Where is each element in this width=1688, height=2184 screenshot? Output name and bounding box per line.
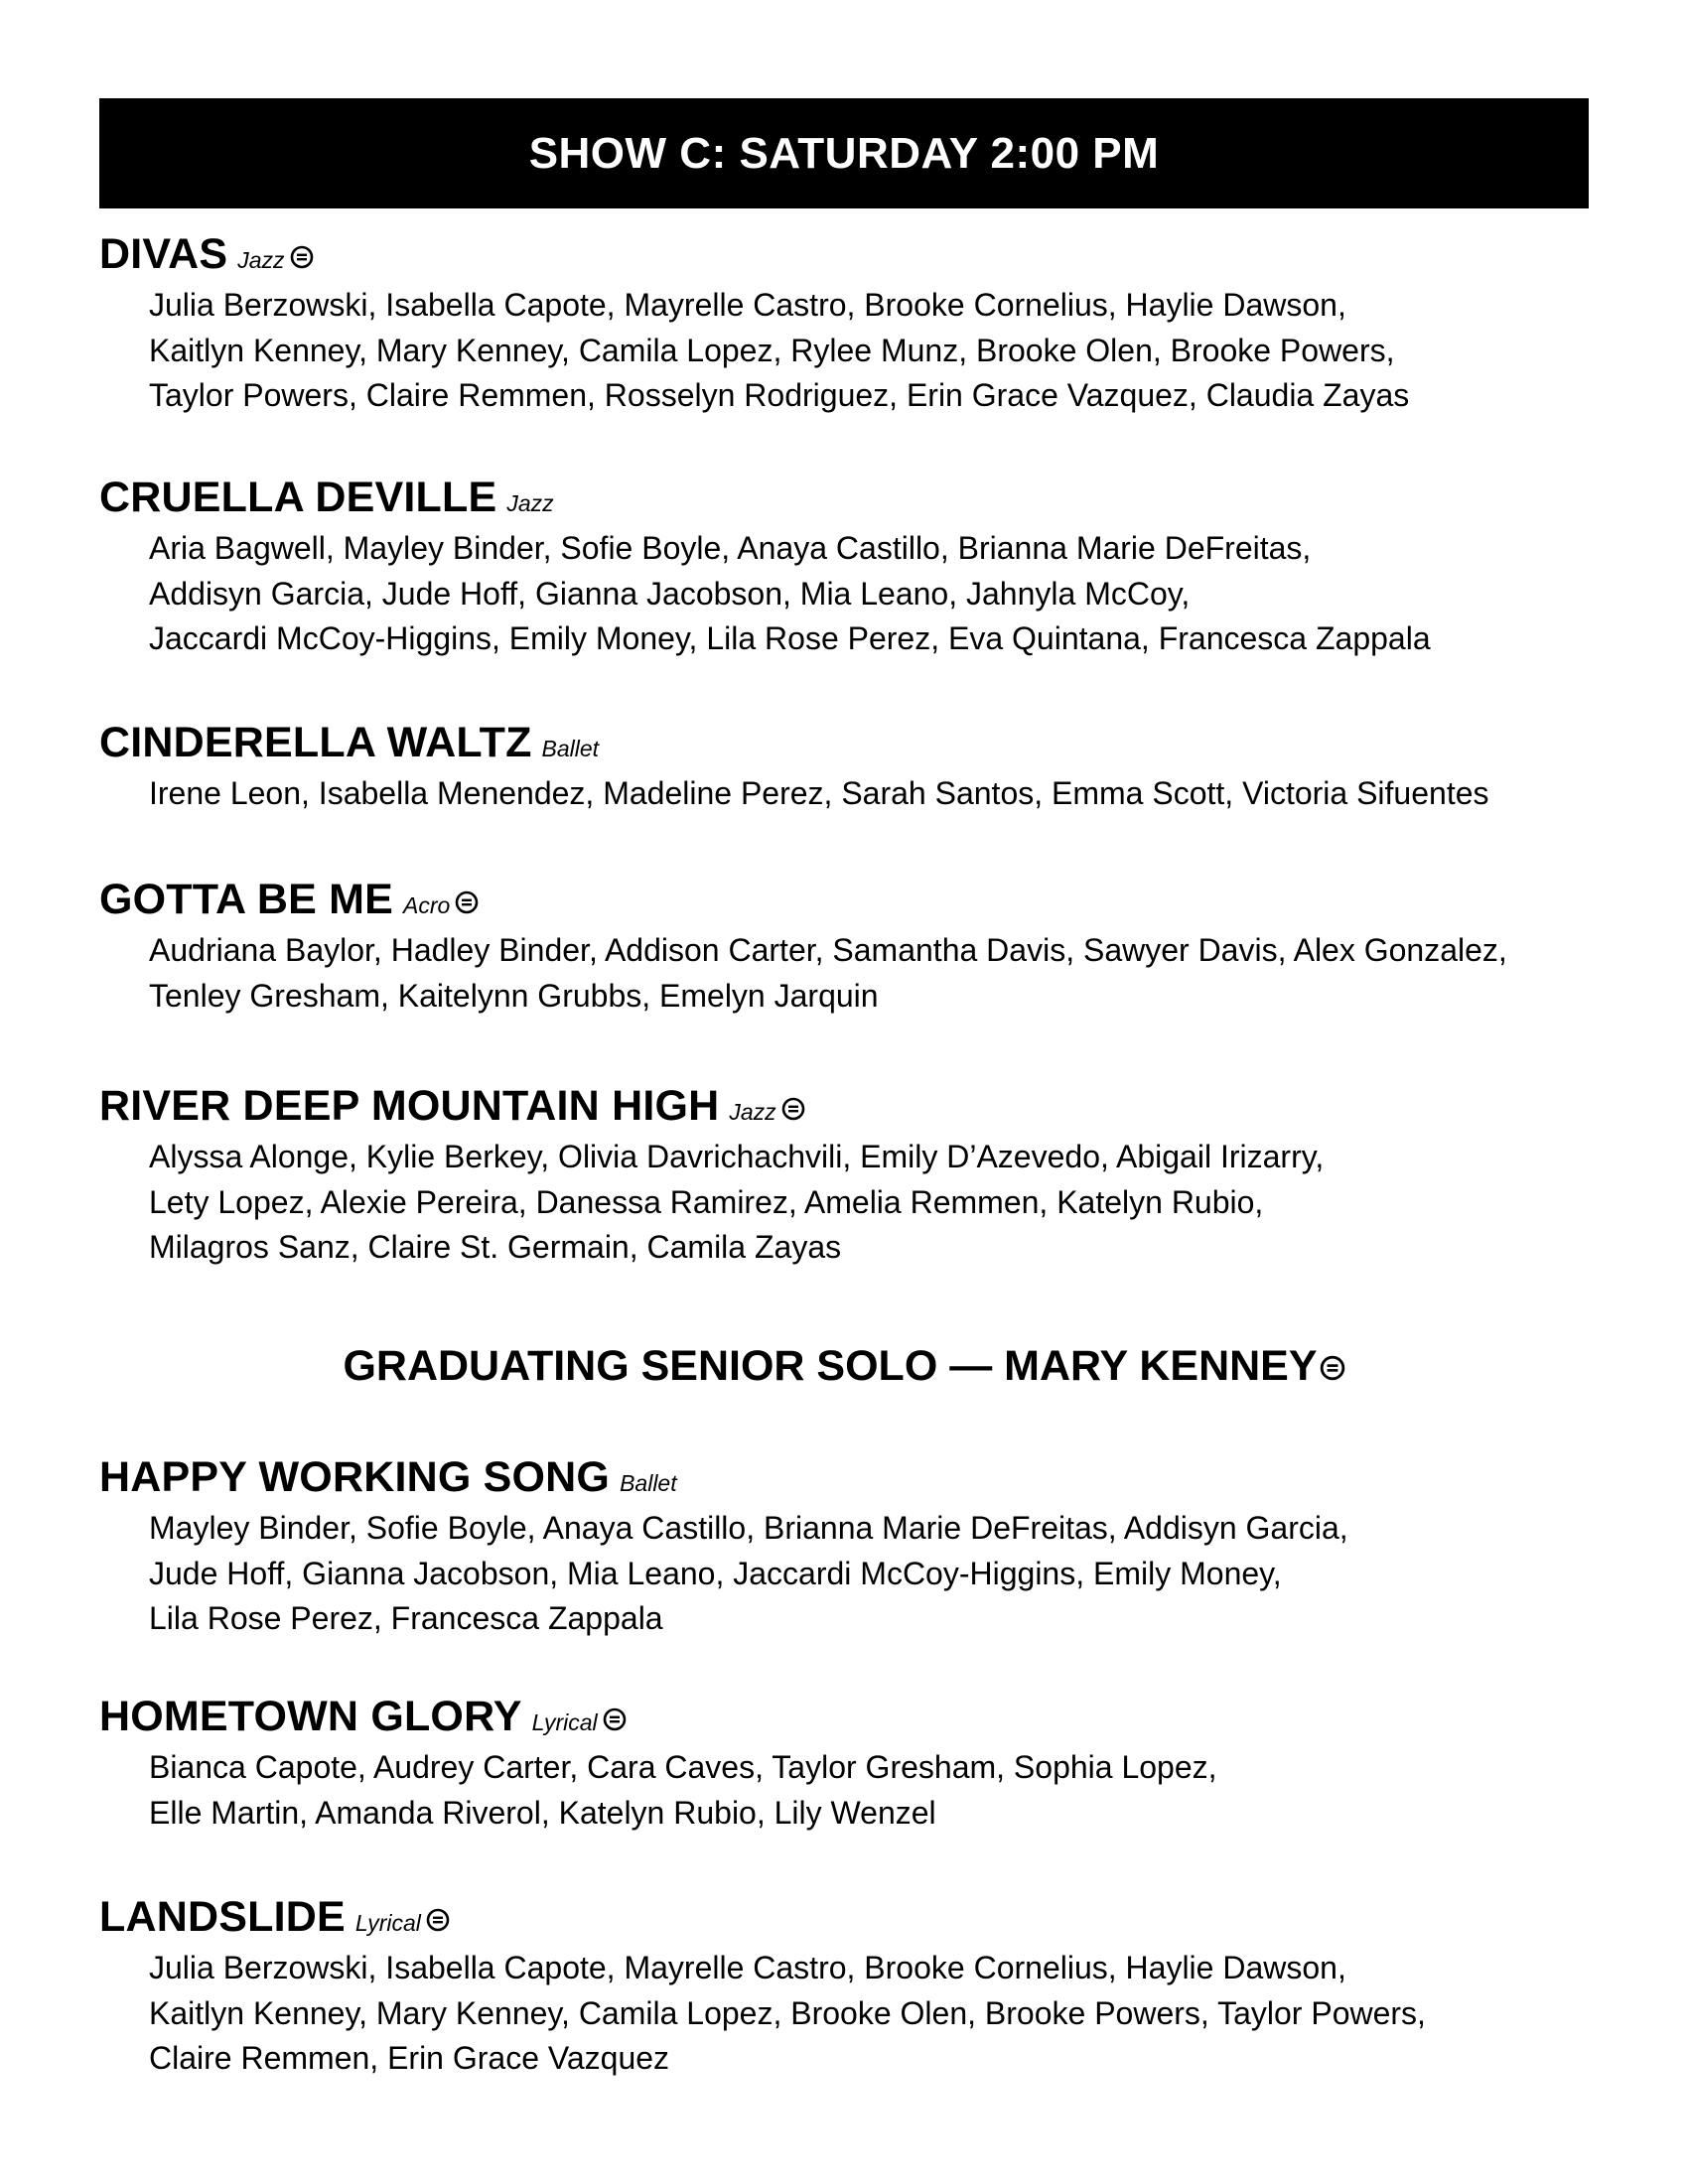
cast-line: Lety Lopez, Alexie Pereira, Danessa Ramirez, Amelia Remmen, Katelyn Rubio, xyxy=(149,1183,1264,1220)
cast-line: Aria Bagwell, Mayley Binder, Sofie Boyle, Anaya Castillo, Brianna Marie DeFreitas, xyxy=(149,530,1312,566)
cast-line: Julia Berzowski, Isabella Capote, Mayrelle Castro, Brooke Cornelius, Haylie Dawson, xyxy=(149,287,1346,323)
circled-equals-icon xyxy=(1320,1355,1345,1381)
dance-title: CRUELLA DEVILLE xyxy=(99,474,497,521)
dance-number xyxy=(99,1082,1648,1271)
dance-title: HAPPY WORKING SONG xyxy=(99,1453,611,1501)
cast-list xyxy=(149,1745,1648,1836)
cast-line: Milagros Sanz, Claire St. Germain, Camila Zayas xyxy=(149,1229,842,1265)
dance-heading xyxy=(99,876,1648,924)
cast-line: Jude Hoff, Gianna Jacobson, Mia Leano, Jaccardi McCoy-Higgins, Emily Money, xyxy=(149,1555,1282,1591)
cast-line: Elle Martin, Amanda Riverol, Katelyn Rubio, Lily Wenzel xyxy=(149,1794,936,1831)
dance-title: DIVAS xyxy=(99,230,228,278)
circled-equals-icon xyxy=(290,245,314,269)
cast-line: Mayley Binder, Sofie Boyle, Anaya Castillo, Brianna Marie DeFreitas, Addisyn Garcia, xyxy=(149,1510,1348,1546)
dance-style: Jazz xyxy=(506,490,554,516)
circled-equals-icon xyxy=(781,1097,805,1121)
cast-line: Irene Leon, Isabella Menendez, Madeline Perez, Sarah Santos, Emma Scott, Victoria Sifuentes xyxy=(149,775,1489,811)
cast-line: Addisyn Garcia, Jude Hoff, Gianna Jacobson, Mia Leano, Jahnyla McCoy, xyxy=(149,575,1191,612)
dance-number xyxy=(99,719,1648,817)
cast-line: Julia Berzowski, Isabella Capote, Mayrelle Castro, Brooke Cornelius, Haylie Dawson, xyxy=(149,1950,1346,1985)
circled-equals-icon xyxy=(603,1707,627,1731)
dance-style: Acro xyxy=(403,892,451,918)
circled-equals-icon xyxy=(426,1908,450,1932)
dance-title: GOTTA BE ME xyxy=(99,876,394,923)
dance-style: Ballet xyxy=(541,736,600,761)
dance-title: HOMETOWN GLORY xyxy=(99,1693,522,1740)
cast-line: Bianca Capote, Audrey Carter, Cara Caves, Taylor Gresham, Sophia Lopez, xyxy=(149,1749,1217,1785)
cast-line: Kaitlyn Kenney, Mary Kenney, Camila Lopez, Brooke Olen, Brooke Powers, Taylor Powers, xyxy=(149,1994,1426,2031)
dance-heading xyxy=(99,1893,1648,1942)
dance-number xyxy=(99,474,1648,662)
dance-style: Lyrical xyxy=(531,1709,598,1735)
cast-line: Taylor Powers, Claire Remmen, Rosselyn Rodriguez, Erin Grace Vazquez, Claudia Zayas xyxy=(149,377,1410,413)
cast-list xyxy=(149,771,1648,817)
cast-line: Alyssa Alonge, Kylie Berkey, Olivia Davrichachvili, Emily D’Azevedo, Abigail Irizarry, xyxy=(149,1139,1325,1174)
dance-style: Jazz xyxy=(729,1099,776,1125)
dance-heading xyxy=(99,230,1648,279)
senior-solo xyxy=(0,1342,1688,1391)
cast-list xyxy=(149,526,1648,662)
dance-title: RIVER DEEP MOUNTAIN HIGH xyxy=(99,1082,720,1130)
dance-heading xyxy=(99,719,1648,767)
dance-style: Ballet xyxy=(620,1470,677,1496)
cast-list xyxy=(149,1135,1648,1271)
cast-list xyxy=(149,1946,1648,2082)
dance-title: LANDSLIDE xyxy=(99,1893,346,1941)
cast-line: Audriana Baylor, Hadley Binder, Addison Carter, Samantha Davis, Sawyer Davis, Alex Gonzalez, xyxy=(149,932,1507,968)
circled-equals-icon xyxy=(455,890,479,914)
show-banner xyxy=(99,98,1589,208)
senior-solo-text: GRADUATING SENIOR SOLO — MARY KENNEY xyxy=(343,1342,1318,1390)
dance-heading xyxy=(99,1453,1648,1502)
cast-line: Claire Remmen, Erin Grace Vazquez xyxy=(149,2040,670,2076)
cast-line: Lila Rose Perez, Francesca Zappala xyxy=(149,1600,663,1636)
dance-number xyxy=(99,1893,1648,2082)
cast-list xyxy=(149,928,1648,1019)
dance-number xyxy=(99,1693,1648,1836)
dance-number xyxy=(99,1453,1648,1642)
dance-heading xyxy=(99,1082,1648,1131)
cast-line: Tenley Gresham, Kaitelynn Grubbs, Emelyn Jarquin xyxy=(149,977,879,1014)
cast-list xyxy=(149,1506,1648,1642)
cast-line: Jaccardi McCoy-Higgins, Emily Money, Lila Rose Perez, Eva Quintana, Francesca Zappala xyxy=(149,620,1431,656)
cast-line: Kaitlyn Kenney, Mary Kenney, Camila Lopez, Rylee Munz, Brooke Olen, Brooke Powers, xyxy=(149,332,1395,368)
dance-style: Jazz xyxy=(237,247,285,273)
dance-title: CINDERELLA WALTZ xyxy=(99,719,532,766)
dance-heading xyxy=(99,1693,1648,1741)
show-title: SHOW C: SATURDAY 2:00 PM xyxy=(528,128,1160,178)
dance-number xyxy=(99,876,1648,1019)
dance-style: Lyrical xyxy=(354,1910,421,1936)
dance-heading xyxy=(99,474,1648,522)
cast-list xyxy=(149,283,1648,419)
dance-number xyxy=(99,230,1648,419)
